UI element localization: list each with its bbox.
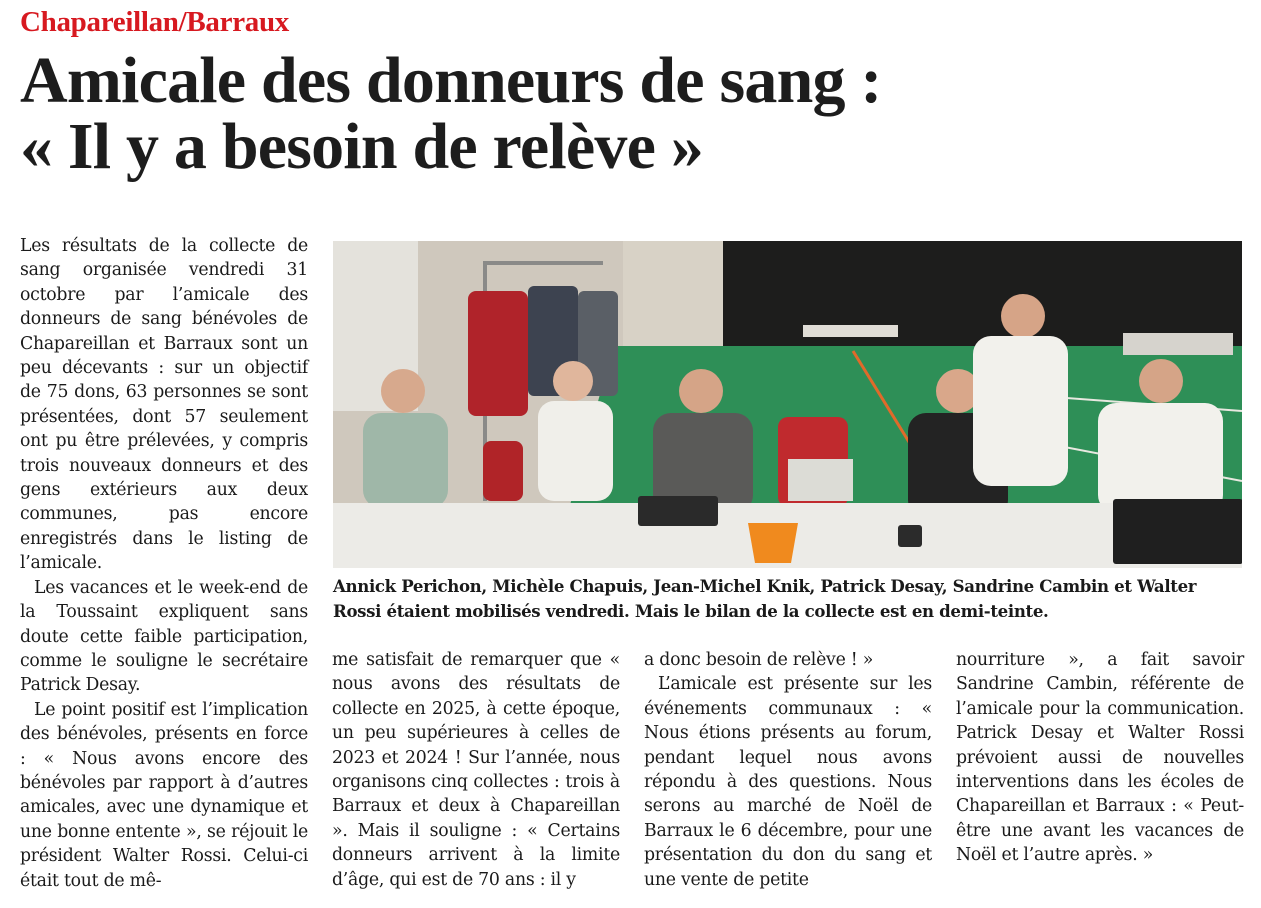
article-photo [333,241,1242,568]
photo-group-icon [333,241,1242,568]
page-title [20,44,1250,183]
section-kicker: Chapareillan/Barraux [20,6,289,38]
photo-caption: Annick Perichon, Michèle Chapuis, Jean-Michel Knik, Patrick Desay, Sandrine Cambin et Walter Rossi étaient mobilisés vendredi. Mais le bilan de la collecte est en demi-teinte. [333,576,1197,621]
article-column-2 [332,648,620,892]
article-column-1 [20,234,308,893]
paragraph: L’amicale est présente sur les événements communaux : « Nous étions présents au forum, pendant lequel nous avons répondu à des questions. Nous serons au marché de Noël de Barraux le 6 décembre, pour une présentation du don du sang et une vente de petite [644,674,932,890]
paragraph: a donc besoin de relève ! » [644,650,874,670]
article-column-3 [644,648,932,892]
headline-line-2: « Il y a besoin de relève » [20,110,703,183]
headline-line-1: Amicale des donneurs de sang : [20,44,882,117]
paragraph: nourriture », a fait savoir Sandrine Cambin, référente de l’amicale pour la communication. Patrick Desay et Walter Rossi prévoient aussi de nouvelles interventions dans les écoles de Chapareillan et Barraux : « Peut-être une avant les vacances de Noël et l’autre après. » [956,650,1244,866]
article-column-4 [956,648,1244,868]
paragraph: Les résultats de la collecte de sang organisée vendredi 31 octobre par l’amicale des donneurs de sang bénévoles de Chapareillan et Barraux sont un peu décevants : sur un objectif de 75 dons, 63 personnes se sont présentées, dont 57 seulement ont pu être prélevées, y compris trois nouveaux donneurs et des gens extérieurs aux deux communes, pas encore enregistrés dans le listing de l’amicale. [20,236,308,574]
paragraph: Le point positif est l’implication des bénévoles, présents en force : « Nous avons encore des bénévoles par rapport à d’autres amicales, avec une dynamique et une bonne entente », se réjouit le président Walter Rossi. Celui-ci était tout de mê- [20,699,308,891]
paragraph: Les vacances et le week-end de la Toussaint expliquent sans doute cette faible participation, comme le souligne le secrétaire Patrick Desay. [20,577,308,696]
paragraph: me satisfait de remarquer que « nous avons des résultats de collecte en 2025, à cette époque, un peu supérieures à celles de 2023 et 2024 ! Sur l’année, nous organisons cinq collectes : trois à Barraux et deux à Chapareillan ». Mais il souligne : « Certains donneurs arrivent à la limite d’âge, qui est de 70 ans : il y [332,650,620,890]
